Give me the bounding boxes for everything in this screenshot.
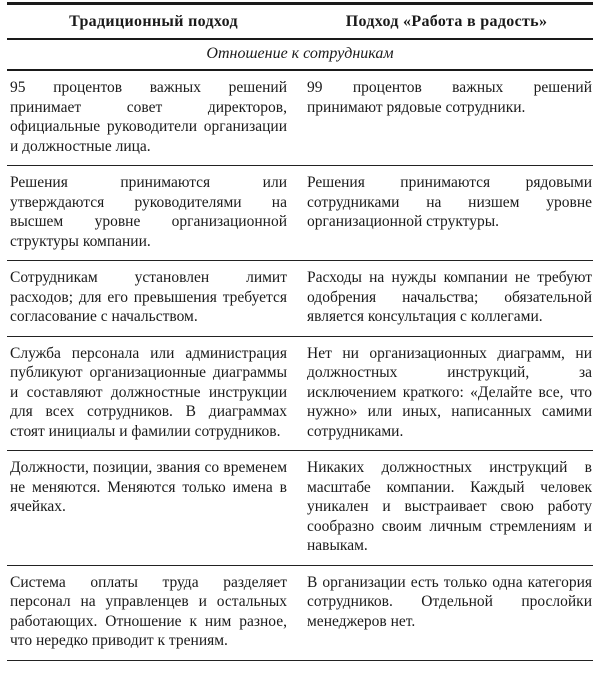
column-header-joy: Подход «Работа в радость»	[345, 13, 548, 30]
cell-traditional: Служба персонала или администрация публикуют организационные диаграммы и составляют должностные инструкции для всех сотрудников. В диаграммах стоят инициалы и фамилии сотрудников.	[10, 344, 287, 440]
header-row	[7, 4, 593, 40]
table-row	[7, 565, 593, 660]
cell-traditional: 95 процентов важных решений принимает совет директоров, официальные руководители организации и должностные лица.	[10, 79, 287, 155]
table-row	[7, 70, 593, 166]
column-header-traditional: Традиционный подход	[69, 13, 238, 30]
cell-joy: Никаких должностных инструкций в масштабе компании. Каждый человек уникален и выстраивает свою работу сообразно своим личным стремлениям и навыкам.	[307, 459, 592, 554]
cell-joy: В организации есть только одна категория сотрудников. Отдельной прослойки менеджеров нет.	[307, 573, 592, 630]
cell-traditional: Решения принимаются или утверждаются руководителями на высшем уровне организационной структуры компании.	[10, 174, 287, 250]
section-row	[7, 39, 593, 70]
cell-traditional: Должности, позиции, звания со временем не меняются. Меняются только имена в ячейках.	[10, 459, 287, 515]
table-row	[7, 166, 593, 261]
comparison-table	[7, 2, 593, 661]
cell-traditional: Сотрудникам установлен лимит расходов; для его превышения требуется согласование с начальством.	[10, 269, 287, 325]
section-title: Отношение к сотрудникам	[206, 45, 394, 62]
table-row	[7, 336, 593, 451]
cell-joy: Расходы на нужды компании не требуют одобрения начальства; обязательной является консультация с коллегами.	[307, 269, 592, 325]
table-row	[7, 261, 593, 337]
table-row	[7, 451, 593, 566]
cell-traditional: Система оплаты труда разделяет персонал на управленцев и остальных работающих. Отношение к ним разное, что нередко приводит к трениям.	[10, 573, 287, 649]
cell-joy: Решения принимаются рядовыми сотрудниками на низшем уровне организационной структуры.	[307, 174, 592, 230]
cell-joy: 99 процентов важных решений принимают рядовые сотрудники.	[307, 79, 592, 116]
cell-joy: Нет ни организационных диаграмм, ни должностных инструкций, за исключением краткого: «Делайте все, что нужно» или иных, написанных самими сотрудниками.	[307, 344, 592, 440]
